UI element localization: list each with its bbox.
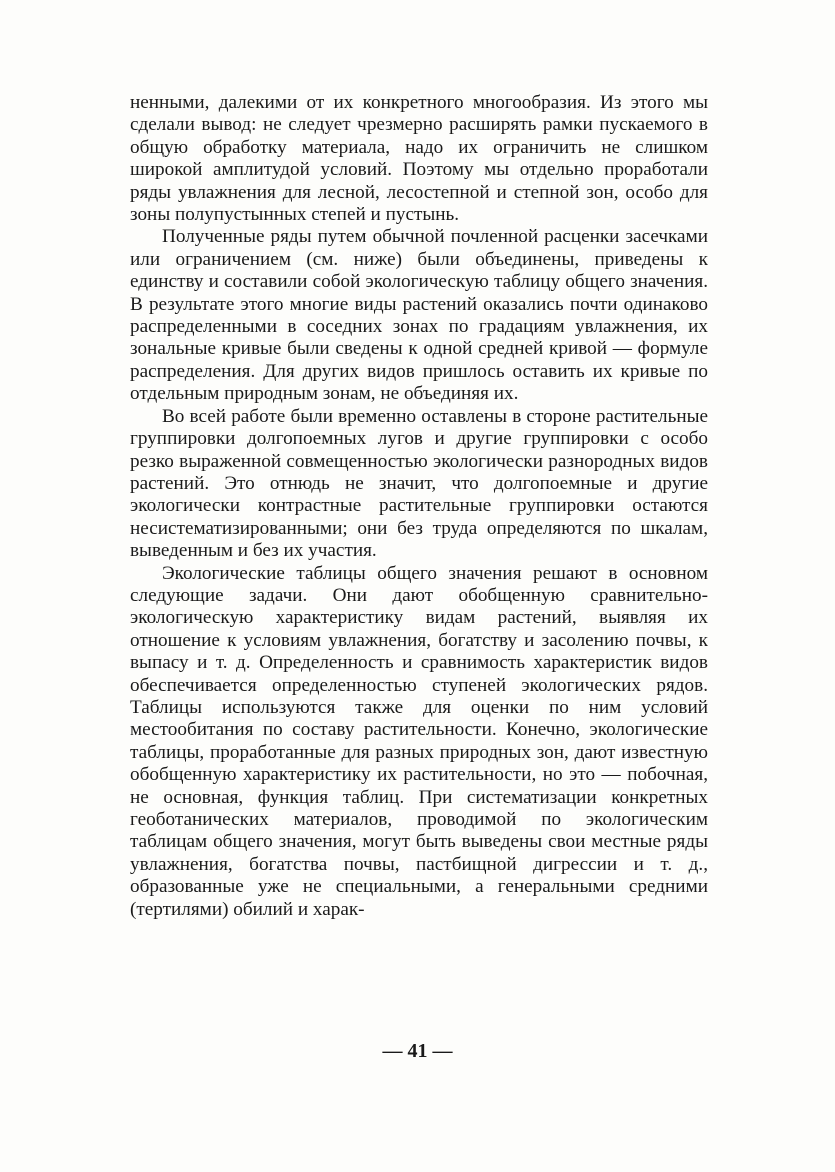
page-number: — 41 — bbox=[382, 1040, 453, 1062]
paragraph-2: Полученные ряды путем обычной почленной расценки засечками или ограничением (см. ниже) были объединены, приведены к единству и составили собой экологическую таблицу общего значения. В результате этого многие виды растений оказались почти одинаково распределенными в соседних зонах по градациям увлажнения, их зональные кривые были сведены к одной средней кривой — формуле распределения. Для других видов пришлось оставить их кривые по отдельным природным зонам, не объединяя их. bbox=[130, 226, 708, 405]
body-text bbox=[130, 92, 708, 921]
paragraph-1: ненными, далекими от их конкретного многообразия. Из этого мы сделали вывод: не следует чрезмерно расширять рамки пускаемого в общую обработку материала, надо их ограничить не слишком широкой амплитудой условий. Поэтому мы отдельно проработали ряды увлажнения для лесной, лесостепной и степной зон, особо для зоны полупустынных степей и пустынь. bbox=[130, 92, 708, 226]
paragraph-4: Экологические таблицы общего значения решают в основном следующие задачи. Они дают обобщенную сравнительно-экологическую характеристику видам растений, выявляя их отношение к условиям увлажнения, богатству и засолению почвы, к выпасу и т. д. Определенность и сравнимость характеристик видов обеспечивается определенностью ступеней экологических рядов. Таблицы используются также для оценки по ним условий местообитания по составу растительности. Конечно, экологические таблицы, проработанные для разных природных зон, дают известную обобщенную характеристику их растительности, но это — побочная, не основная, функция таблиц. При систематизации конкретных геоботанических материалов, проводимой по экологическим таблицам общего значения, могут быть выведены свои местные ряды увлажнения, богатства почвы, пастбищной дигрессии и т. д., образованные уже не специальными, а генеральными средними (тертилями) обилий и харак- bbox=[130, 562, 708, 920]
paragraph-3: Во всей работе были временно оставлены в стороне растительные группировки долгопоемных лугов и другие группировки с особо резко выраженной совмещенностью экологически разнородных видов растений. Это отнюдь не значит, что долгопоемные и другие экологически контрастные растительные группировки остаются несистематизированными; они без труда определяются по шкалам, выведенным и без их участия. bbox=[130, 405, 708, 562]
